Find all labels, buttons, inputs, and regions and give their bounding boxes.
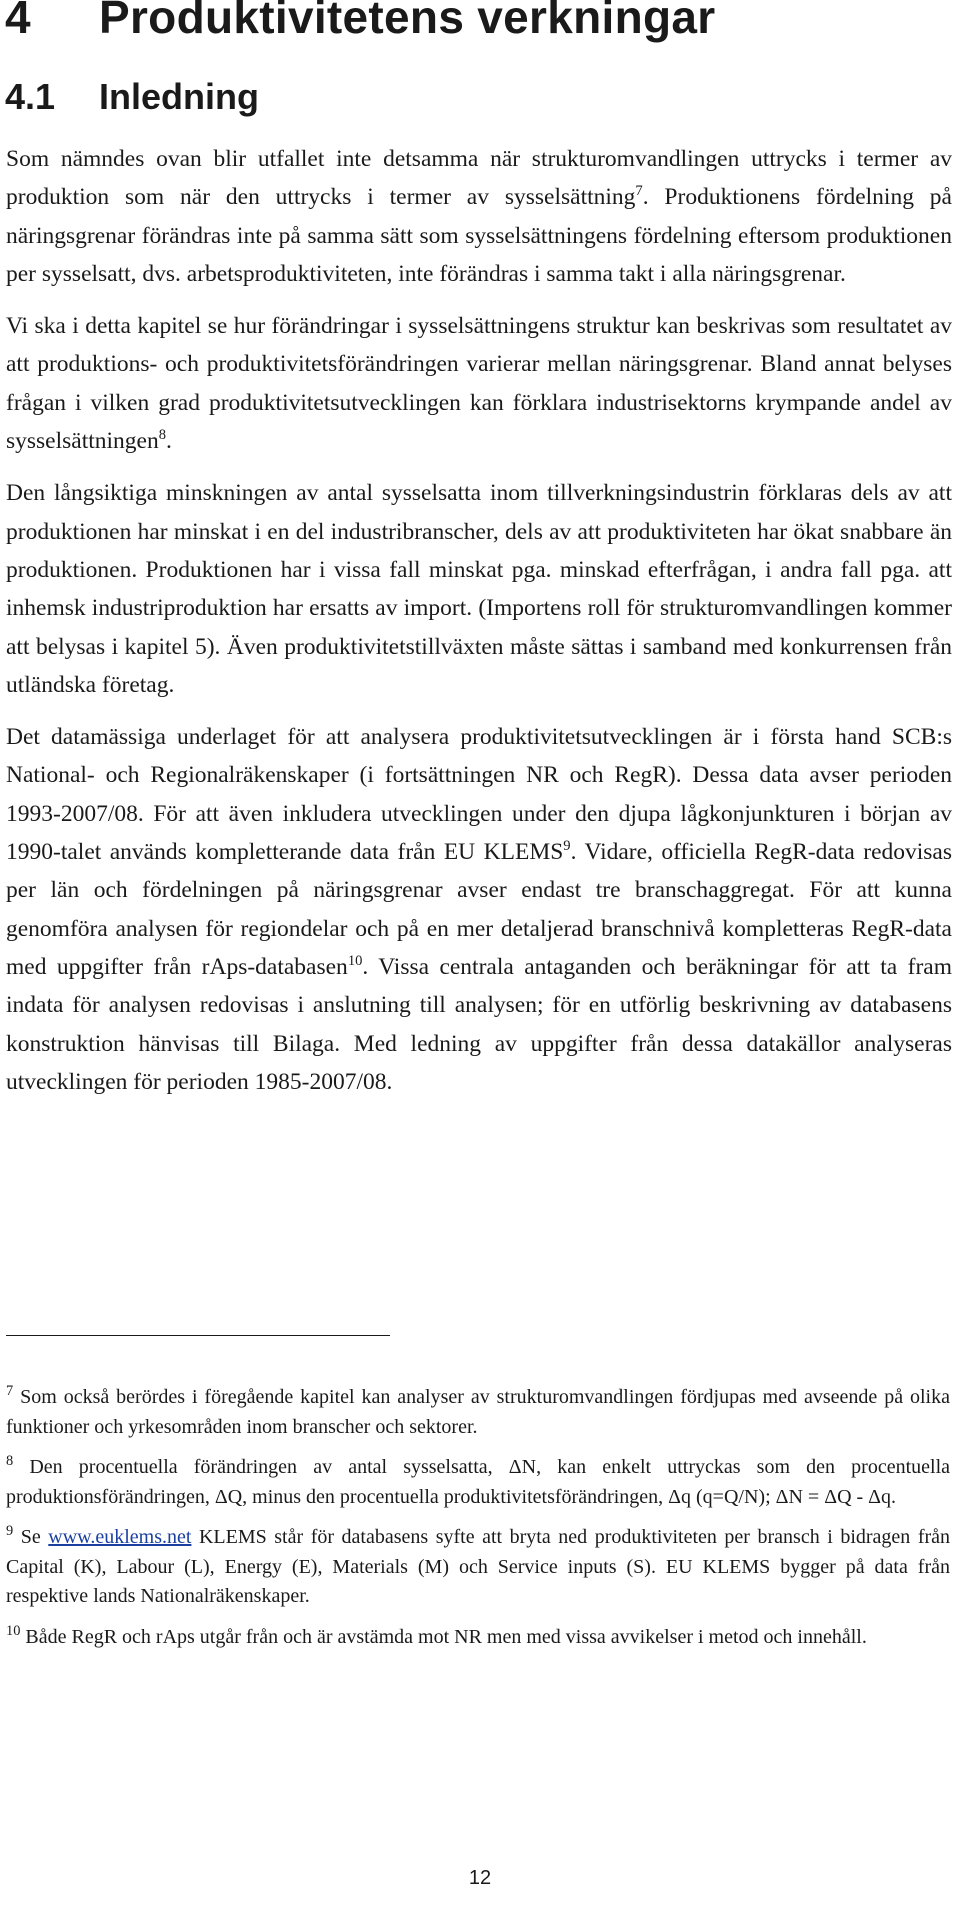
footnote-text: Både RegR och rAps utgår från och är avstämda mot NR men med vissa avvikelser i metod och innehåll.: [25, 1625, 867, 1648]
section-heading: [5, 76, 945, 118]
section-title: Inledning: [99, 76, 259, 117]
footnote-10: [6, 1623, 950, 1653]
paragraph-1: [6, 140, 952, 293]
paragraph-text: .: [166, 428, 172, 455]
footnotes: [6, 1383, 950, 1663]
footnote-text: Som också berördes i föregående kapitel kan analyser av strukturomvandlingen fördjupas med avseende på olika funktioner och yrkesområden inom branscher och sektorer.: [6, 1386, 950, 1438]
footnote-divider: [6, 1335, 390, 1336]
paragraph-text: . Vissa centrala antaganden och beräkningar för att ta fram indata för analysen redovisas i anslutning till analysen; för en utförlig beskrivning av databasens konstruktion hänvisas till Bilaga. Med ledning av uppgifter från dessa datakällor analyseras utvecklingen för perioden 1985-2007/08.: [6, 953, 952, 1095]
paragraph-text: Det datamässiga underlaget för att analysera produktivitetsutvecklingen är i första hand SCB:s National- och Regionalräkenskaper (i fortsättningen NR och RegR). Dessa data avser perioden 1993-2007/08. För att även inkludera utvecklingen under den djupa lågkonjunkturen i början av 1990-talet används kompletterande data från EU KLEMS: [6, 724, 952, 866]
page-number: 12: [468, 1867, 492, 1889]
footnote-text: Den procentuella förändringen av antal sysselsatta, ΔN, kan enkelt uttryckas som den procentuella produktionsförändringen, ΔQ, minus den procentuella produktivitetsförändringen, Δq (q=Q/N); ΔN = ΔQ - Δq.: [6, 1456, 951, 1508]
footnote-ref[interactable]: 7: [635, 183, 643, 200]
chapter-heading: [5, 0, 945, 44]
footnote-ref[interactable]: 10: [347, 952, 363, 969]
footnote-number: 10: [6, 1622, 21, 1639]
footnote-number: 7: [6, 1383, 14, 1400]
footnote-number: 8: [6, 1453, 14, 1470]
footnote-text: KLEMS står för databasens syfte att bryta ned produktiviteten per bransch i bidragen från Capital (K), Labour (L), Energy (E), Materials (M) och Service inputs (S). EU KLEMS bygger på data från respektive lands Nationalräkenskaper.: [6, 1526, 951, 1607]
paragraph-3: [6, 474, 952, 704]
footnote-8: [6, 1453, 950, 1512]
paragraph-text: Som nämndes ovan blir utfallet inte detsamma när strukturomvandlingen uttrycks i termer av produktion som när den uttrycks i termer av sysselsättning: [6, 146, 952, 211]
paragraph-text: . Produktionens fördelning på näringsgrenar förändras inte på samma sätt som sysselsättningens fördelning eftersom produktionen per sysselsatt, dvs. arbetsproduktiviteten, inte förändras i samma takt i alla näringsgrenar.: [6, 184, 952, 287]
footnote-ref[interactable]: 8: [158, 427, 167, 444]
body-text: [6, 140, 952, 1115]
footnote-7: [6, 1383, 950, 1442]
footnote-ref[interactable]: 9: [563, 838, 571, 855]
footnote-9: [6, 1523, 950, 1612]
footnote-number: 9: [6, 1523, 14, 1540]
euklems-link[interactable]: www.euklems.net: [48, 1526, 192, 1548]
paragraph-text: Den långsiktiga minskningen av antal sysselsatta inom tillverkningsindustrin förklaras dels av att produktionen har minskat i en del industribranscher, dels av att produktiviteten har ökat snabbare än produktionen. Produktionen har i vissa fall minskat pga. minskad efterfrågan, i andra fall pga. att inhemsk industriproduktion har ersatts av import. (Importens roll för strukturomvandlingen kommer att belysas i kapitel 5). Även produktivitetstillväxten måste sättas i samband med konkurrensen från utländska företag.: [6, 480, 952, 698]
section-number: 4.1: [5, 76, 56, 117]
paragraph-2: [6, 307, 952, 460]
paragraph-text: Vi ska i detta kapitel se hur förändringar i sysselsättningens struktur kan beskrivas som resultatet av att produktions- och produktivitetsförändringen varierar mellan näringsgrenar. Bland annat belyses frågan i vilken grad produktivitetsutvecklingen kan förklara industrisektorns krympande andel av sysselsättningen: [6, 313, 952, 455]
footnote-text: Se: [20, 1526, 49, 1548]
chapter-number: 4: [5, 0, 31, 43]
chapter-title: Produktivitetens verkningar: [99, 0, 716, 43]
paragraph-4: [6, 718, 952, 1101]
paragraph-text: . Vidare, officiella RegR-data redovisas per län och fördelningen på näringsgrenar avser endast tre branschaggregat. För att kunna genomföra analysen för regiondelar och på en mer detaljerad branschnivå kompletteras RegR-data med uppgifter från rAps-databasen: [6, 839, 952, 980]
